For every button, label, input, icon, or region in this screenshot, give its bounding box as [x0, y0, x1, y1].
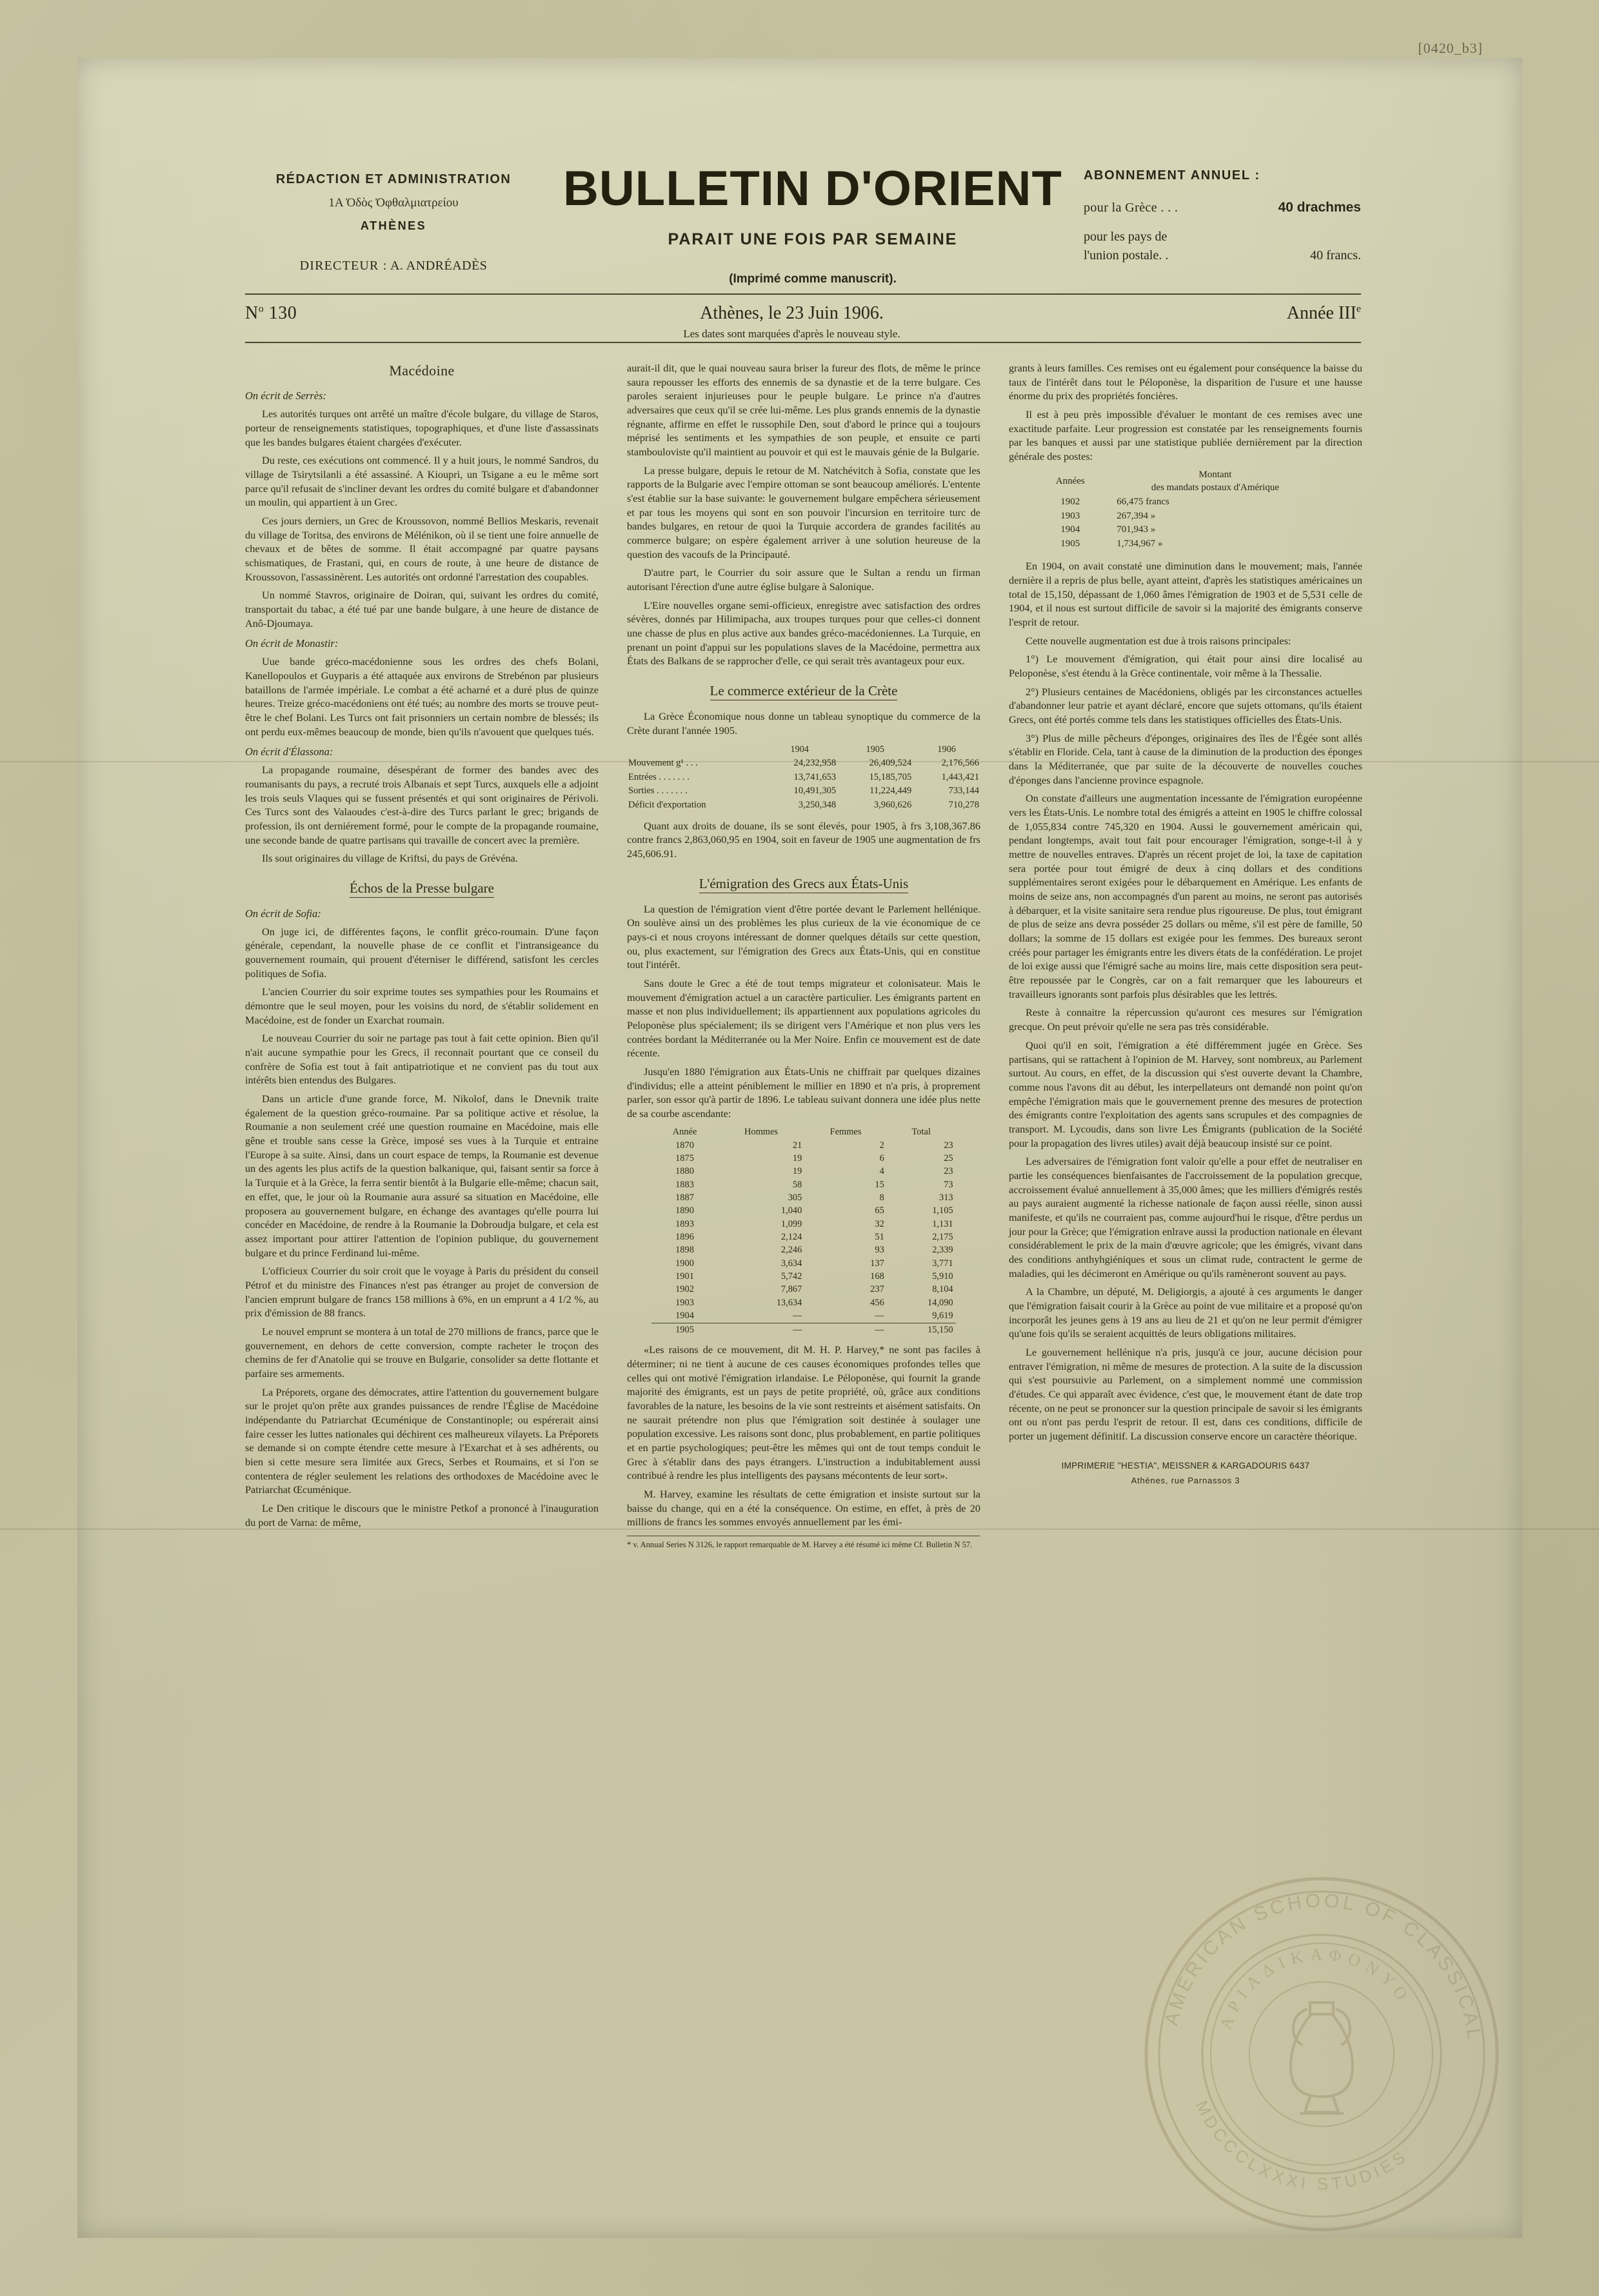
paragraph: Cette nouvelle augmentation est due à trois raisons principales:	[1026, 634, 1291, 647]
table-row	[651, 1152, 955, 1165]
article-columns	[245, 361, 1367, 2186]
crete-cell-2-2: 733,144	[948, 786, 979, 797]
paragraph: Un nommé Stavros, originaire de Doiran, qui, suivant les ordres du comité, transportait du tabac, a été tué par une bande bulgare, à une heure de distance de Anô-Djoumaya.	[245, 589, 599, 629]
emig-cell: —	[718, 1323, 805, 1336]
issue-line	[245, 303, 1361, 341]
dateline-sofia: On écrit de Sofia:	[245, 907, 321, 920]
paragraph: Ces jours derniers, un Grec de Kroussovon, nommé Bellios Meskaris, revenait du village de Toritsa, des environs de Mélénikon, où il se tient une foire annuelle de chevaux et de bêtes de somme. Il était accompagné par quatre paysans schismatiques, de Frastani, qui, en cours de route, à une heure de distance de Kroussovon, l'assassinèrent. Les autorités ont ordonné l'arrestation des coupables.	[245, 514, 599, 583]
emig-cell: 1905	[651, 1323, 717, 1336]
crete-cell-1-1: 15,185,705	[869, 771, 912, 782]
dateline-elassona: On écrit d'Élassona:	[245, 746, 333, 758]
emig-cell: 1,131	[932, 1218, 953, 1229]
emig-cell: 1893	[675, 1218, 694, 1229]
emig-cell: 137	[870, 1258, 884, 1269]
crete-table-corner	[627, 742, 762, 756]
paragraph: 1°) Le mouvement d'émigration, qui était pour ainsi dire localisé au Peloponèse, s'est étendu à la Grèce continentale, voir même à la Thessalie.	[1009, 653, 1362, 680]
emig-cell: 15	[875, 1179, 884, 1190]
emig-cell: 237	[870, 1284, 884, 1295]
crete-cell-0-0: 24,232,958	[793, 757, 837, 768]
crete-row-label-2: Sorties . . . . . . .	[628, 786, 688, 797]
emig-cell: 1887	[675, 1193, 694, 1203]
emig-cell: 1898	[675, 1245, 694, 1256]
svg-text:ΑΡΙΑΔΙΚΑΦΟΝΥΟ: ΑΡΙΑΔΙΚΑΦΟΝΥΟ	[1216, 1945, 1416, 2032]
crete-row-label-0: Mouvement g¹ . . .	[628, 757, 698, 768]
emig-cell: 2	[879, 1140, 884, 1151]
paragraph: Il est à peu près impossible d'évaluer le montant de ces remises avec une exactitude parfaite. Leur progression est constatée par les renseignements fournis par les banques et aussi par une statistique publiée dernièrement par la direction générale des postes:	[1009, 408, 1362, 463]
svg-text:MDCCCLXXXI STUDIES: MDCCCLXXXI STUDIES	[1191, 2097, 1412, 2194]
crete-cell-1-2: 1,443,421	[941, 771, 979, 782]
table-row	[627, 798, 980, 813]
emig-cell: 8,104	[932, 1284, 953, 1295]
emig-cell: 93	[875, 1245, 884, 1256]
issue-year-sup: e	[1356, 303, 1361, 315]
issue-date: Athènes, le 23 Juin 1906.	[700, 303, 884, 323]
masthead-center	[555, 161, 1071, 286]
paragraph: Le gouvernement hellénique n'a pris, jusqu'à ce jour, aucune décision pour entraver l'émigration, ni même de mesures de protection. A la suite de la discussion qui s'est poursuivie au Parlement, on a simplement nommé une commission d'études. Ce qui apparaît avec évidence, c'est que, le mouvement étant de date trop récente, on ne peut se prononcer sur la question principale de savoir si les émigrants ont ou n'ont pas perdu l'esprit de retour. Il est, dans ces conditions, difficile de porter un jugement définitif. La discussion conserve encore un caractère théorique.	[1009, 1345, 1362, 1442]
paragraph: A la Chambre, un député, M. Deligiorgis, a ajouté à ces arguments le danger que l'émigration faisait courir à la Grèce au point de vue militaire et a proposé qu'on incorporât les jeunes gens à 19 ans au lieu de 21 et qu'on ne leur permit d'émigrer qu'une fois qu'ils se seraient acquittés de leurs obligations militaires.	[1009, 1285, 1362, 1340]
emig-cell: —	[875, 1311, 884, 1321]
issue-date-block	[297, 303, 1287, 341]
paragraph: La Préporets, organe des démocrates, attire l'attention du gouvernement bulgare sur le projet qu'on prête aux grandes puissances de rendre l'Église de Macédoine indépendante du Patriarchat Œcuménique de Constantinople; ou espérerait ainsi faire cesser les luttes nationales qui déchirent ces malheureux vilayets. La Préporets se demande si on compte étendre cette mesure à l'Exarchat et à ses adhérents, ou bien si cette mesure sera limitée aux Grecs, Serbes et Roumains, et si l'on se contentera de régler seulement les relations des orthodoxes de Macédoine avec le Patriarchat Œcuménique.	[245, 1385, 599, 1496]
masthead	[245, 161, 1361, 286]
table-row	[651, 1257, 955, 1270]
paragraph: La Grèce Économique nous donne un tableau synoptique du commerce de la Crète durant l'année 1905.	[627, 710, 980, 737]
director-label: DIRECTEUR :	[299, 259, 388, 273]
director-line	[245, 259, 542, 273]
paragraph: Sans doute le Grec a été de tout temps migrateur et colonisateur. Mais le mouvement d'émigration actuel a un caractère particulier. Les émigrants partent en masse et non plus individuellement; ils appartiennent aux populations agricoles du Peloponèse plus spécialement; ils se dirigent vers l'Amérique et non plus vers les contrées bordant la Méditerranée ou la Mer Noire. Enfin ce mouvement est de date récente.	[627, 977, 980, 1060]
paragraph: Quoi qu'il en soit, l'émigration a été différemment jugée en Grèce. Ses partisans, qui se rattachent à l'opinion de M. Harvey, sont nombreux, au Parlement surtout. Au cours, en effet, de la discussion qui s'est ouverte devant la Chambre, comme nous l'avons dit au début, les interpellateurs ont demandé non point qu'on empêche l'émigration mais que le gouvernement prenne des mesures de protection des émigrants contre l'exploitation des agents sans scrupules et des compagnies de transport. M. Lycoudis, dans son livre Les Émigrants (publication de la Société pour la propagation des livres utiles) avait déjà beaucoup insisté sur ce point.	[1009, 1038, 1362, 1149]
table-row	[627, 757, 980, 771]
section-heading-commerce-crete-text: Le commerce extérieur de la Crète	[710, 683, 898, 700]
emig-head-1: Hommes	[744, 1127, 778, 1138]
emig-cell: 8	[879, 1193, 884, 1203]
emig-cell: 23	[944, 1140, 953, 1151]
paragraph: La question de l'émigration vient d'être portée devant le Parlement hellénique. On soulève ainsi un des problèmes les plus curieux de la vie économique de ce pays-ci et nous croyons intéressant de donner quelques détails sur cette question, ou, plus exactement, sur l'émigration des Grecs aux États-Unis, qui en constitue tout l'intérêt.	[627, 902, 980, 971]
emig-cell: 3,634	[780, 1258, 802, 1269]
emig-cell: 9,619	[932, 1311, 953, 1321]
section-heading-presse-bulgare	[245, 880, 599, 898]
paragraph: La presse bulgare, depuis le retour de M. Natchévitch à Sofia, constate que les rapports de la Bulgarie avec l'empire ottoman se sont beaucoup améliorés. L'entente s'est établie sur la base suivante: le gouvernement bulgare empêchera sérieusement et par tous les moyens qui sont en son pouvoir l'incursion en territoire turc de bandes bulgares, en retour de quoi la Turquie accordera de grandes facilités au commerce bulgare; on espère également arriver à une solution heureuse de la question des vacoufs de la Principauté.	[627, 464, 980, 560]
crete-cell-3-2: 710,278	[948, 800, 979, 811]
emig-cell: 23	[944, 1166, 953, 1177]
paragraph: Reste à connaitre la répercussion qu'auront ces mesures sur l'émigration grecque. On peut prévoir qu'elle ne sera pas très considérable.	[1009, 1006, 1362, 1033]
table-row	[651, 1218, 955, 1231]
paragraph: M. Harvey, examine les résultats de cette émigration et insiste surtout sur la baisse du change, qui en a été la conséquence. On estime, en effet, à près de 20 millions de francs les sommes envoyés annuellement par les émi-	[627, 1487, 980, 1529]
table-row	[651, 1205, 955, 1218]
paragraph: L'ancien Courrier du soir exprime toutes ses sympathies pour les Roumains et démontre que le seul moyen, pour les voisins du nord, de s'établir solidement en Macédoine, est de fonder un Exarchat roumain.	[245, 985, 599, 1026]
svg-text:AMERICAN SCHOOL OF CLASSICAL: AMERICAN SCHOOL OF CLASSICAL	[1160, 1890, 1485, 2044]
emig-cell: 1900	[675, 1258, 694, 1269]
issue-date-note: Les dates sont marquées d'après le nouveau style.	[683, 328, 900, 340]
table-row	[651, 1296, 955, 1309]
subscription-greece-label: pour la Grèce . . .	[1084, 201, 1178, 215]
subscription-title: ABONNEMENT ANNUEL :	[1084, 168, 1260, 183]
dateline-serres: On écrit de Serrès:	[245, 390, 327, 402]
subscription-postal-label2: l'union postale. .	[1084, 248, 1169, 262]
paragraph: L'Eire nouvelles organe semi-officieux, enregistre avec satisfaction des ordres sévères, donnés par Hilimipacha, aux troupes turques pour que celles-ci donnent une chasse de plus en plus active aux bandes gréco-macédoniennes. La Turquie, en prenant un point d'appui sur les populations slaves de la Macédoine, permettra aux États des Balkans de se rapprocher d'elle, ce qui serait très avantageux pour eux.	[627, 599, 980, 668]
emig-cell: 25	[944, 1153, 953, 1164]
mandat-amount: 267,394 »	[1117, 510, 1156, 521]
crete-cell-2-1: 11,224,449	[869, 786, 912, 797]
emig-cell: 1870	[675, 1140, 694, 1151]
emig-cell: 168	[870, 1271, 884, 1282]
emig-cell: 1,040	[780, 1205, 802, 1216]
printer-name: IMPRIMERIE "HESTIA", MEISSNER & KARGADOURIS 6437	[1061, 1460, 1310, 1470]
table-row	[651, 1165, 955, 1178]
emig-head-0: Année	[672, 1127, 697, 1138]
paragraph: On juge ici, de différentes façons, le conflit gréco-roumain. D'une façon générale, cependant, la nouvelle phase de ce conflit et l'intransigeance du gouvernement roumain, qui prouent d'éterniser le différend, satisfont les cercles politiques de Sofia.	[245, 925, 599, 980]
emig-cell: 456	[870, 1297, 884, 1308]
emig-cell: 2,175	[932, 1232, 953, 1243]
emig-cell: 73	[944, 1179, 953, 1190]
paragraph: Les adversaires de l'émigration font valoir qu'elle a pour effet de neutraliser en partie les conséquences bienfaisantes de l'accroissement de la population grecque, accroissement évalué annuellement à 35,000 âmes; que les milliers d'émigrés restés au pays auraient augmenté la richesse nationale de façon aussi réelle, sinon aussi manifeste, et qu'ils ne courraient pas, comme aujourd'hui le risque, d'être perdus un jour pour la Grèce; que l'émigration enlrave aussi la production nationale en élevant considérablement le prix de la main d'œuvre agricole; que les émigrés, vivant dans des conditions anthyhgiéniques et sous un climat rude, contractent le germe de maladies, qui les décimeront en Amérique ou qu'ils ramèneront souvent au pays.	[1009, 1155, 1362, 1280]
office-address: 1Α Ὁδὸς Ὀφθαλμιατρείου	[328, 196, 459, 210]
crete-trade-table	[627, 742, 980, 812]
paragraph: aurait-il dit, que le quai nouveau saura briser la fureur des flots, de même le prince saura repousser les efforts des ennemis de sa dynastie et de la terre bulgare. Ces paroles seraient injurieuses pour le peuple bulgare. Le prince n'a d'autres adversaires que ceux qu'il se crée lui-même. Les plus grands ennemis de la dynastie régnante, affirme en effet le russophile Den, sout d'abord le prince qui a toujours méprisé les sentiments et les sympathies de son peuple, et ensuite ce parti stambouloviste qu'il maintient au pouvoir et qui est le mauvais génie de la Bulgarie.	[627, 362, 980, 459]
masthead-left	[245, 164, 542, 273]
emig-cell: 19	[792, 1166, 802, 1177]
masthead-right	[1084, 164, 1361, 263]
mandat-head-right: Montant des mandats postaux d'Amérique	[1151, 469, 1279, 493]
colophon	[1009, 1460, 1362, 1486]
table-row	[651, 1191, 955, 1204]
table-row	[651, 1271, 955, 1283]
emig-cell: 4	[879, 1166, 884, 1177]
emig-cell: 1890	[675, 1205, 694, 1216]
emig-cell: 65	[875, 1205, 884, 1216]
mandat-amount: 66,475 francs	[1117, 496, 1169, 507]
emig-cell: 21	[792, 1140, 802, 1151]
section-heading-emigration	[627, 875, 980, 893]
paragraph: Les autorités turques ont arrêté un maître d'école bulgare, du village de Staros, porteur de renseignements statistiques, topographiques, et d'une liste d'assassinats que les bandes bulgares étaient chargées d'exécuter.	[245, 408, 599, 448]
emig-cell: 1875	[675, 1153, 694, 1164]
table-row	[651, 1178, 955, 1191]
table-row	[1040, 495, 1330, 510]
director-name: A. ANDRÉADÈS	[390, 259, 488, 273]
emig-cell: 5,742	[780, 1271, 802, 1282]
paragraph: Ils sout originaires du village de Kriftsi, du pays de Grévéna.	[262, 852, 518, 865]
column-2	[627, 361, 980, 2186]
crete-cell-0-2: 2,176,566	[941, 757, 979, 768]
emig-cell: 1896	[675, 1232, 694, 1243]
subscription-greece-price: 40 drachmes	[1278, 200, 1361, 215]
emig-cell: 58	[792, 1179, 802, 1190]
paragraph: En 1904, on avait constaté une diminution dans le mouvement; mais, l'année dernière il a repris de plus belle, ayant atteint, d'après les statistiques américaines un total de 15,150, dépassant de 1,060 âmes l'émigration de 1903 et de 5,531 celle de 1904, et il nous est surtout difficile de savoir si la majorité des émigrants conserve l'esprit de retour.	[1009, 560, 1362, 629]
printer-address: Athènes, rue Parnassos 3	[1131, 1475, 1240, 1485]
footnote-harvey: * v. Annual Series N 3126, le rapport remarquable de M. Harvey a été résumé ici même Cf. Bulletin N 57.	[627, 1536, 980, 1550]
emigration-table	[651, 1126, 955, 1337]
table-row	[651, 1231, 955, 1244]
mandat-year: 1902	[1060, 496, 1080, 507]
crete-table-head-year-2: 1905	[866, 744, 884, 755]
crete-cell-2-0: 10,491,305	[793, 786, 837, 797]
emig-cell: 313	[939, 1193, 953, 1203]
emig-cell: 6	[879, 1153, 884, 1164]
emig-cell: 1903	[675, 1297, 694, 1308]
paragraph: On constate d'ailleurs une augmentation incessante de l'émigration européenne vers les États-Unis. Le nombre total des émigrés a atteint en 1905 le chiffre colossal de 1,055,834 contre 745,320 en 1904. Aussi le gouvernement américain qui, pendant longtemps, avait tout fait pour encourager l'émigration, songe-t-il à y mettre de nouvelles entraves. D'après un récent projet de loi, la taxe de capitation sera portée pour tout émigré de deux à cinq dollars et des conditions supplémentaires seront exigées pour le débarquement en Amérique. Les enfants de moins de seize ans, non accompagnés d'un parent au moins, ne seront pas autorisés à débarquer, et la visite sanitaire sera rendue plus rigoureuse. De plus, tout émigrant de plus de seize ans devra posséder 25 dollars ou même, s'il est père de famille, 50 dollars; la somme de 15 dollars est exigée pour les femmes. Des bureaux seront créés pour partager les émigrants entre les divers états de la confédération. Le projet de loi exige aussi que l'émigré sache au moins lire, mais cette disposition sera peut-être repoussée par le Congrès, car on a fait remarquer que les laboureurs et travailleurs ignorants sont parfois plus désirables que les lettrés.	[1009, 792, 1362, 1000]
emig-cell: 1,105	[932, 1205, 953, 1216]
emig-cell: —	[792, 1311, 802, 1321]
paragraph: Le Den critique le discours que le ministre Petkof a prononcé à l'inauguration du port de Varna: de même,	[245, 1501, 599, 1529]
paragraph: 2°) Plusieurs centaines de Macédoniens, obligés par les circonstances actuelles d'abandonner leur patrie et ayant déclaré, encore que sujets ottomans, qu'ils étaient Grecs, ont été portés comme tels dans les statistiques officielles des États-Unis.	[1009, 685, 1362, 726]
mandat-year: 1904	[1060, 524, 1080, 535]
table-row	[1040, 523, 1330, 537]
mandat-year: 1905	[1060, 539, 1080, 549]
table-row	[627, 770, 980, 784]
emig-cell: 305	[788, 1193, 802, 1203]
crete-cell-0-1: 26,409,524	[869, 757, 912, 768]
section-heading-macedoine: Macédoine	[389, 362, 455, 379]
emig-cell: 1902	[675, 1284, 694, 1295]
editorial-office-label: RÉDACTION ET ADMINISTRATION	[275, 172, 511, 186]
paragraph: Uue bande gréco-macédonienne sous les ordres des chefs Bolani, Kanellopoulos et Guyparis a été attaquée aux environs de Strebénon par plusieurs bataillons de l'armée impériale. Le combat a été acharné et a duré plus de quinze heures. Treize gréco-macédoniens ont été tués; au nombre des morts se trouve peut-être le chef Bolani. Les Turcs ont fait prisonniers un certain nombre de blessés; ils ont perdu eux-mêmes beaucoup de monde, bien qu'ils n'avouent que quelques tués.	[245, 655, 599, 738]
table-row	[651, 1244, 955, 1257]
issue-year: Année IIIe	[1286, 303, 1361, 323]
paragraph: Jusqu'en 1880 l'émigration aux États-Unis ne chiffrait par quelques dizaines d'individus; elle a atteint péniblement le millier en 1890 et n'a pris, à proprement parler, son essor qu'à partir de 1896. Le tableau suivant donnera une idée plus nette de sa courbe ascendante:	[627, 1065, 980, 1120]
masthead-rule-bottom	[245, 342, 1361, 343]
emig-cell: 1880	[675, 1166, 694, 1177]
emig-cell: 5,910	[932, 1271, 953, 1282]
emig-cell: 2,124	[780, 1232, 802, 1243]
emig-cell: 1883	[675, 1179, 694, 1190]
table-row	[651, 1283, 955, 1296]
subscription-greece-row	[1084, 200, 1361, 215]
table-row	[651, 1310, 955, 1323]
section-heading-commerce-crete	[627, 682, 980, 700]
office-city: ATHÈNES	[360, 219, 427, 232]
column-3	[1009, 361, 1362, 2186]
crete-row-label-1: Entrées . . . . . . .	[628, 771, 690, 782]
paragraph: 3°) Plus de mille pêcheurs d'éponges, originaires des îles de l'Égée sont allés s'établir en Floride. Cela, tant à cause de la diminution de la production des éponges dans la Méditerranée, que par suite de la découverte de nouvelles couches d'éponges dans l'ancienne province espagnole.	[1009, 731, 1362, 786]
emig-cell: 32	[875, 1218, 884, 1229]
mandat-head-left: Années	[1055, 475, 1085, 486]
crete-cell-3-0: 3,250,348	[798, 800, 837, 811]
subscription-postal-label: pour les pays de	[1084, 230, 1167, 244]
archive-annotation: [0420_b3]	[1418, 40, 1483, 56]
table-row	[1040, 510, 1330, 524]
mandat-amount: 701,943 »	[1117, 524, 1156, 535]
emig-cell: 7,867	[780, 1284, 802, 1295]
emig-cell: 13,634	[776, 1297, 802, 1308]
emig-cell: —	[804, 1323, 886, 1336]
paragraph: «Les raisons de ce mouvement, dit M. H. P. Harvey,* ne sont pas faciles à déterminer; ni ne tient à aucune de ces causes économiques profondes telles que celles qui ont motivé l'émigration irlandaise. Le Péloponèse, qui fournit la grande majorité des émigrants, est un pays de petite propriété, où, grâce aux conditions favorables de la nature, les besoins de la vie sont restreints et aisément satisfaits. On ne saurait prétendre non plus que l'émigration soit destinée à soulager une population excessive. Les raisons sont donc, plus probablement, en partie politiques et en partie psychologiques; peut-être les mêmes qui ont de tout temps conduit le Grec à s'établir dans des pays étrangers. L'instruction a indubitablement aussi contribué à rendre les plus intelligents des paysans mécontents de leur sort».	[627, 1343, 980, 1482]
crete-cell-1-0: 13,741,653	[793, 771, 837, 782]
table-row	[651, 1139, 955, 1152]
crete-table-head-year-3: 1906	[937, 744, 956, 755]
newspaper-title: BULLETIN D'ORIENT	[563, 161, 1062, 216]
table-row	[627, 784, 980, 798]
paragraph: Le nouveau Courrier du soir ne partage pas tout à fait cette opinion. Bien qu'il n'ait aucune sympathie pour les Grecs, il reconnait pourtant que ce conseil du confrère de Sofia est tout à fait antipatriotique et ne convient pas du tout aux intérêts bien entendus des Bulgares.	[245, 1032, 599, 1087]
emig-cell: 15,150	[887, 1323, 956, 1336]
emig-cell: 51	[875, 1232, 884, 1243]
paragraph: Le nouvel emprunt se montera à un total de 270 millions de francs, parce que le gouvernement, en dehors de cette conversion, compte racheter le troçon des chemins de fer d'Anatolie qui se trouve en Bulgarie, consolider sa dette flottante et parfaire ses armements.	[245, 1325, 599, 1380]
paragraph: La propagande roumaine, désespérant de former des bandes avec des roumanisants du pays, a recruté trois Albanais et sept Turcs, auxquels elle a adjoint les trois seuls Vlaques qui se fussent présentés et qui sont originaires de Périvoli. Ces Turcs sont des Valaoudes c'est-à-dire des Turcs parlant le grec; brigands de profession, ils ont derniérement formé, pour le compte de la propagande roumaine, une seconde bande de quatre partisans qui travaille de concert avec la première.	[245, 764, 599, 846]
crete-row-label-3: Déficit d'exportation	[628, 800, 706, 811]
subscription-postal-row	[1084, 248, 1361, 263]
newspaper-frequency: PARAIT UNE FOIS PAR SEMAINE	[668, 230, 958, 248]
crete-table-head-year-1: 1904	[790, 744, 809, 755]
emig-cell: 2,246	[780, 1245, 802, 1256]
subscription-postal-price: 40 francs.	[1310, 248, 1361, 262]
table-row	[651, 1323, 955, 1336]
dateline-monastir: On écrit de Monastir:	[245, 637, 339, 650]
mandat-amount: 1,734,967 »	[1117, 539, 1163, 549]
emig-cell: 2,339	[932, 1245, 953, 1256]
emig-head-2: Femmes	[829, 1127, 862, 1138]
emig-cell: 3,771	[932, 1258, 953, 1269]
paragraph: Dans un article d'une grande force, M. Nikolof, dans le Dnevnik traite également de la question gréco-roumaine. Par sa politique active et résolue, la Roumanie a non seulement créé une question roumaine en Macédoine, mais elle gêne et trouble sans cesse la Grèce, imposé ses vues à la Turquie et entraine l'Europe à sa suite. Ainsi, dans un court espace de temps, la Roumanie est devenue un des agents les plus actifs de la question balkanique, qui, faisant sentir sa force à la Turquie et à la Grèce, la ferra sentir bientôt à la Bulgarie elle-même; chacun sait, en effet, que, le jour où la Roumanie aura assuré sa situation en Macédoine, elle proposera au gouvernement bulgare, en échange des avantages qu'elle pourra lui concéder en Macédoine, de rendre à la Roumanie la Dobroudja bulgare, et cela est assez important pour attirer l'attention de l'opinion publique, du gouvernement bulgare et du prince Ferdinand lui-même.	[245, 1093, 599, 1259]
emig-head-3: Total	[911, 1127, 931, 1138]
section-heading-emigration-text: L'émigration des Grecs aux États-Unis	[699, 876, 909, 893]
issue-number-sup: o	[258, 303, 264, 315]
emig-cell: 19	[792, 1153, 802, 1164]
issue-number: $N^o$ 130	[245, 303, 297, 323]
emig-cell: 1,099	[780, 1218, 802, 1229]
emig-cell: 14,090	[928, 1297, 953, 1308]
table-row	[1040, 537, 1330, 551]
mandat-year: 1903	[1060, 510, 1080, 521]
postal-money-order-table	[1040, 468, 1330, 552]
paragraph: Quant aux droits de douane, ils se sont élevés, pour 1905, à frs 3,108,367.86 contre francs 2,863,060,95 en 1904, soit en faveur de 1905 une augmentation de frs 245,606.91.	[627, 819, 980, 860]
paragraph: Du reste, ces exécutions ont commencé. Il y a huit jours, le nommé Sandros, du village de Tsirytsilanli a été assassiné. A Kioupri, un Tsigane a eu le même sort parce qu'il refusait de s'incliner devant les ordres du comité bulgare et d'abandonner un moulin, qui appartient à un Grec.	[245, 454, 599, 509]
column-1	[245, 361, 599, 2186]
paragraph: D'autre part, le Courrier du soir assure que le Sultan a rendu un firman autorisant l'érection d'une autre église bulgare à Salonique.	[627, 566, 980, 593]
print-note: (Imprimé comme manuscrit).	[729, 272, 897, 286]
crete-cell-3-1: 3,960,626	[873, 800, 912, 811]
paragraph: L'officieux Courrier du soir croit que le voyage à Paris du président du conseil Pétrof et du ministre des Finances n'est pas étranger au projet de conversion de l'ancien emprunt bulgare de francs 158 millions à 6%, en un emprunt a 4 1/2 %, au prix d'émission de 88 francs.	[245, 1265, 599, 1320]
emig-cell: 1901	[675, 1271, 694, 1282]
section-heading-presse-bulgare-text: Échos de la Presse bulgare	[350, 880, 494, 898]
emig-cell: 1904	[675, 1311, 694, 1321]
paragraph: grants à leurs familles. Ces remises ont eu également pour conséquence la baisse du taux de l'intérêt dans tout le Péloponèse, la disparition de l'usure et une hausse énorme du prix des propriétés foncières.	[1009, 362, 1362, 402]
masthead-rule-top	[245, 293, 1361, 295]
